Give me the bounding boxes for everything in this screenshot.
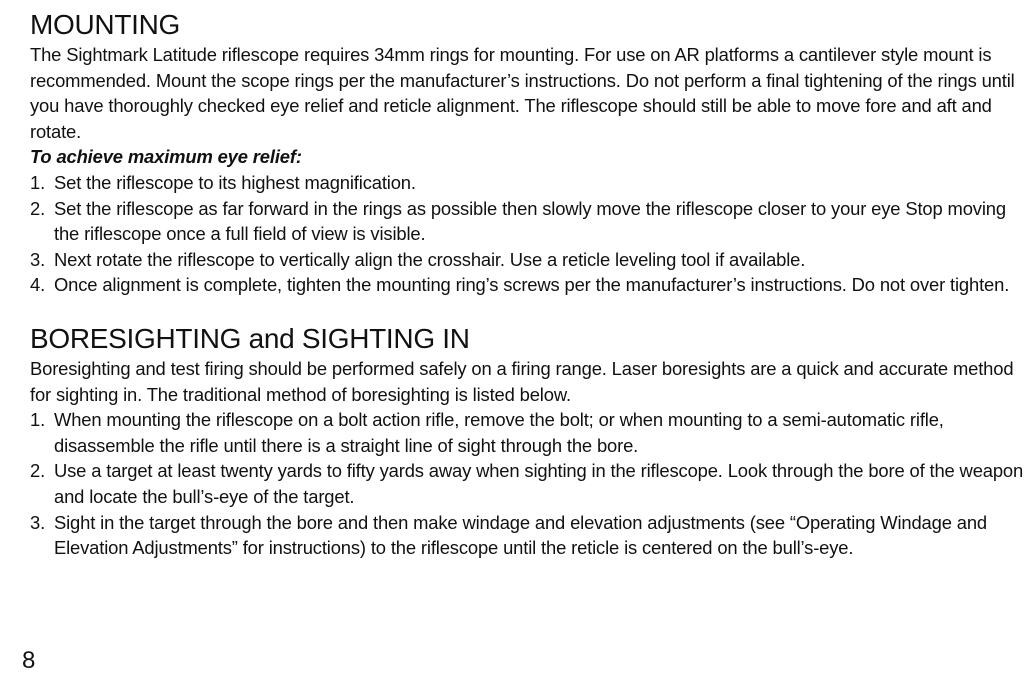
list-item — [30, 510, 1030, 561]
boresighting-heading: BORESIGHTING and SIGHTING IN — [30, 322, 470, 354]
eye-relief-steps — [30, 170, 1030, 298]
step-text: Set the riflescope to its highest magnification. — [54, 171, 416, 193]
list-item — [30, 247, 1030, 273]
list-item — [30, 458, 1030, 509]
mounting-section — [30, 8, 1030, 298]
list-item — [30, 272, 1030, 298]
step-number: 1. — [30, 171, 46, 193]
mounting-intro: The Sightmark Latitude riflescope requires 34mm rings for mounting. For use on AR platforms a cantilever style mount is recommended. Mount the scope rings per the manufacturer’s instructions. Do not perform a final tightening of the rings until you have thoroughly checked eye relief and reticle alignment. The riflescope should still be able to move fore and aft and rotate. — [30, 44, 1015, 142]
mounting-heading: MOUNTING — [30, 9, 181, 40]
list-item — [30, 407, 1030, 458]
step-text: Next rotate the riflescope to vertically align the crosshair. Use a reticle leveling tool if available. — [54, 248, 806, 270]
step-number: 4. — [30, 274, 46, 296]
boresighting-intro: Boresighting and test firing should be performed safely on a firing range. Laser boresights are a quick and accurate method for sighting in. The traditional method of boresighting is listed below. — [30, 357, 1014, 405]
manual-page — [30, 8, 1030, 561]
step-number: 2. — [30, 197, 46, 219]
step-number: 3. — [30, 248, 46, 270]
step-text: Set the riflescope as far forward in the rings as possible then slowly move the riflescope closer to your eye Stop moving the riflescope once a full field of view is visible. — [54, 197, 1006, 245]
step-text: Sight in the target through the bore and then make windage and elevation adjustments (see “Operating Windage and Elevation Adjustments” for instructions) to the riflescope until the reticle is centered on the bull’s-eye. — [54, 511, 987, 559]
step-number: 3. — [30, 511, 46, 533]
eye-relief-subheading: To achieve maximum eye relief: — [30, 146, 302, 168]
step-text: When mounting the riflescope on a bolt action rifle, remove the bolt; or when mounting to a semi-automatic rifle, disassemble the rifle until there is a straight line of sight through the bore. — [54, 409, 944, 456]
page-number: 8 — [22, 647, 36, 674]
step-number: 1. — [30, 409, 46, 431]
list-item — [30, 170, 1030, 196]
boresighting-steps — [30, 407, 1030, 561]
list-item — [30, 196, 1030, 247]
step-text: Use a target at least twenty yards to fifty yards away when sighting in the riflescope. Look through the bore of the weapon and locate the bull’s-eye of the target. — [54, 460, 1024, 507]
step-text: Once alignment is complete, tighten the mounting ring’s screws per the manufacturer’s instructions. Do not over tighten. — [54, 274, 1010, 296]
boresighting-section — [30, 322, 1030, 561]
step-number: 2. — [30, 460, 46, 482]
